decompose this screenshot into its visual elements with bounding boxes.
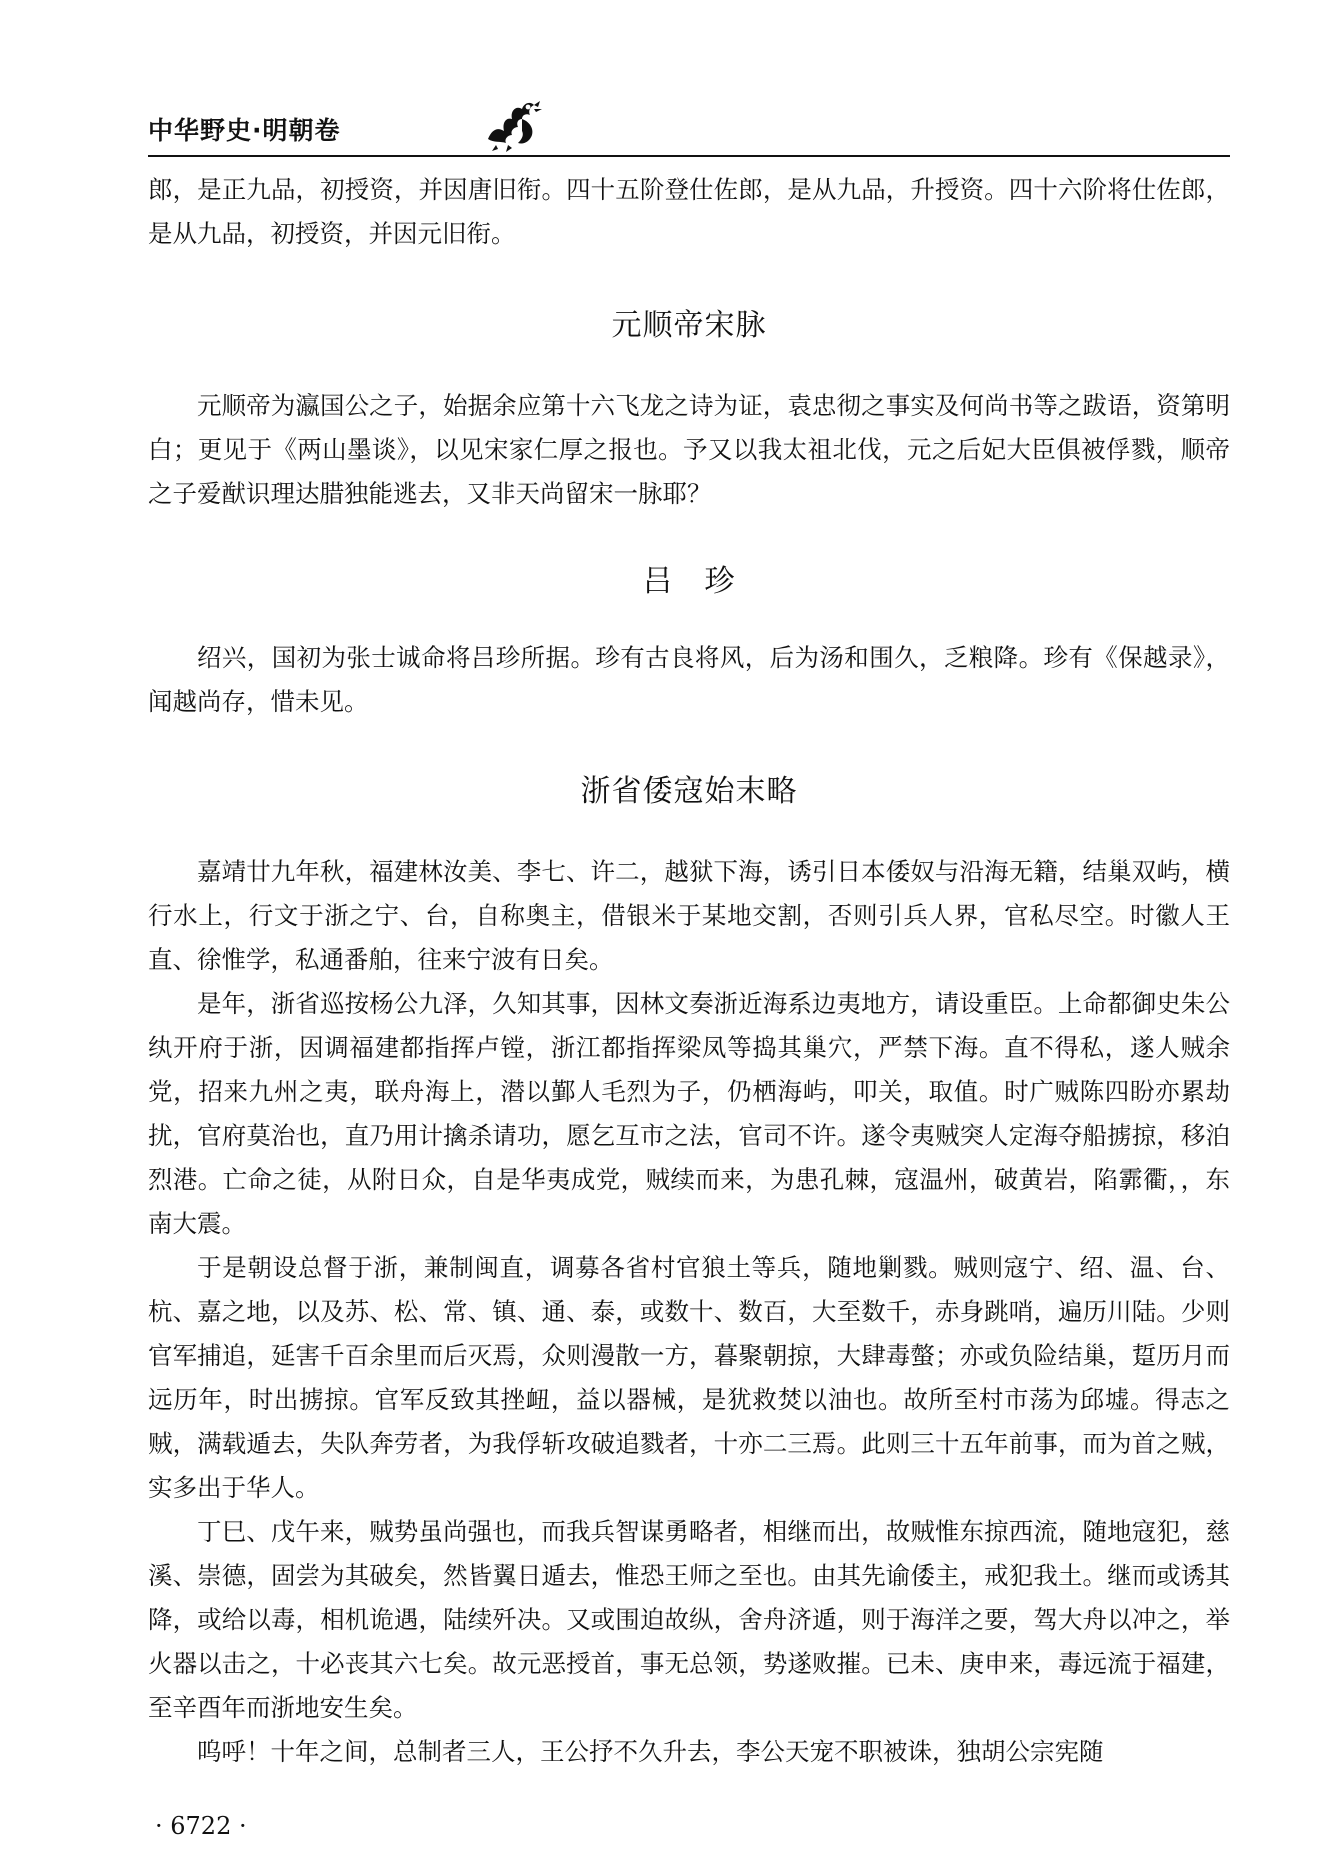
page-number: · 6722 · — [155, 1812, 247, 1840]
dragon-emblem-icon — [478, 89, 544, 155]
page-header — [148, 105, 1230, 157]
book-title: 中华野史·明朝卷 — [148, 116, 341, 145]
section-title: 浙省倭寇始末略 — [580, 774, 798, 809]
paragraph: 于是朝设总督于浙，兼制闽直，调募各省村官狼土等兵，随地剿戮。贼则寇宁、绍、温、台、杭、嘉之地，以及苏、松、常、镇、通、泰，或数十、数百，大至数千，赤身跳哨，遍历川陆。少则官军捕追，延害千百余里而后灭焉，众则漫散一方，暮聚朝掠，大肆毒螫；亦或负险结巢，踅历月而远历年，时出掳掠。官军反致其挫衄，益以器械，是犹救焚以油也。故所至村市荡为邱墟。得志之贼，满载遁去，失队奔劳者，为我俘斩攻破追戮者，十亦二三焉。此则三十五年前事，而为首之贼，实多出于华人。 — [148, 1253, 1230, 1502]
intro-paragraph: 郎，是正九品，初授资，并因唐旧衔。四十五阶登仕佐郎，是从九品，升授资。四十六阶将仕佐郎，是从九品，初授资，并因元旧衔。 — [148, 175, 1230, 248]
header-rule — [148, 155, 1230, 157]
page-content — [148, 168, 1230, 1774]
section-title: 吕 珍 — [642, 564, 736, 599]
paragraph: 呜呼！十年之间，总制者三人，王公抒不久升去，李公天宠不职被诛，独胡公宗宪随 — [197, 1737, 1104, 1766]
paragraph: 元顺帝为瀛国公之子，始据余应第十六飞龙之诗为证，袁忠彻之事实及何尚书等之跋语，资第明白；更见于《两山墨谈》，以见宋家仁厚之报也。予又以我太祖北伐，元之后妃大臣俱被俘戮，顺帝之子爱猷识理达腊独能逃去，又非天尚留宋一脉耶？ — [148, 391, 1230, 508]
paragraph: 丁巳、戊午来，贼势虽尚强也，而我兵智谋勇略者，相继而出，故贼惟东掠西流，随地寇犯，慈溪、崇德，固尝为其破矣，然皆翼日遁去，惟恐王师之至也。由其先谕倭主，戒犯我土。继而或诱其降，或给以毒，相机诡遇，陆续歼决。又或围迫故纵，舍舟济遁，则于海洋之要，驾大舟以冲之，举火器以击之，十必丧其六七矣。故元恶授首，事无总领，势遂败摧。已未、庚申来，毒远流于福建，至辛酉年而浙地安生矣。 — [148, 1517, 1230, 1722]
paragraph: 绍兴，国初为张士诚命将吕珍所据。珍有古良将风，后为汤和围久，乏粮降。珍有《保越录》，闻越尚存，惜未见。 — [148, 643, 1230, 716]
paragraph: 是年，浙省巡按杨公九泽，久知其事，因林文奏浙近海系边夷地方，请设重臣。上命都御史朱公纨开府于浙，因调福建都指挥卢镗，浙江都指挥梁凤等捣其巢穴，严禁下海。直不得私，遂人贼余党，招来九州之夷，联舟海上，潜以鄞人毛烈为子，仍栖海屿，叩关，取值。时广贼陈四盼亦累劫扰，官府莫治也，直乃用计擒杀请功，愿乞互市之法，官司不许。遂令夷贼突人定海夺船掳掠，移泊烈港。亡命之徒，从附日众，自是华夷成党，贼续而来，为患孔棘，寇温州，破黄岩，陷霩衢，，东南大震。 — [148, 989, 1230, 1238]
paragraph: 嘉靖廿九年秋，福建林汝美、李七、许二，越狱下海，诱引日本倭奴与沿海无籍，结巢双屿，横行水上，行文于浙之宁、台，自称奥主，借银米于某地交割，否则引兵人界，官私尽空。时徽人王直、徐惟学，私通番舶，往来宁波有日矣。 — [148, 857, 1230, 974]
section-title: 元顺帝宋脉 — [611, 308, 767, 343]
